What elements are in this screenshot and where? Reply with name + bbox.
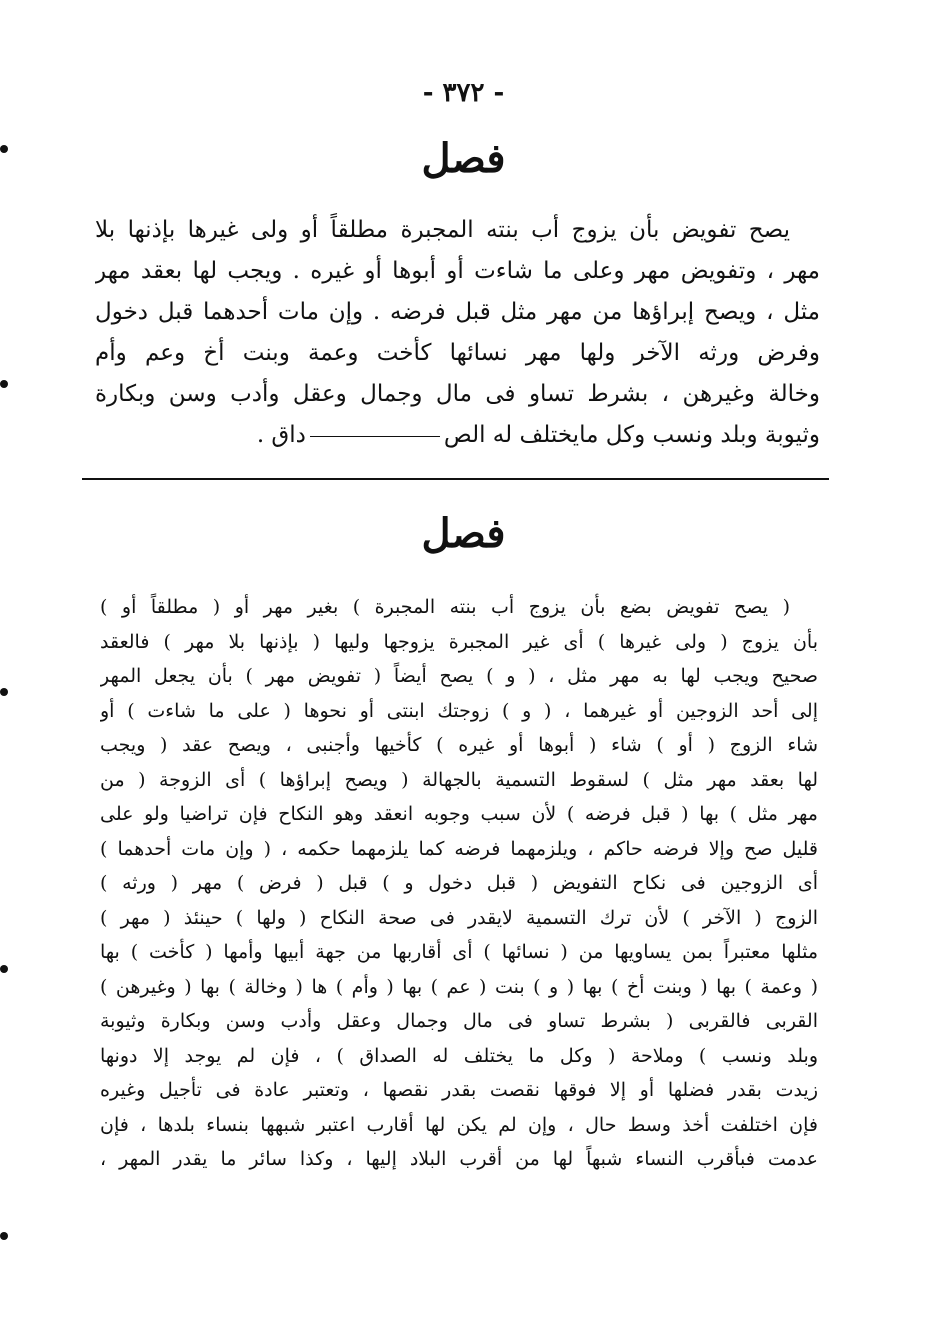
margin-mark <box>0 965 8 973</box>
text-line: بأن يزوج ( ولى غيرها ) أى غير المجبرة يزوجها وليها ( بإذنها بلا مهر ) فالعقد <box>100 630 818 653</box>
text-line: القربى فالقربى ( بشرط تساو فى مال وجمال وعقل وأدب وسن وبكارة وثيوبة <box>100 1010 818 1032</box>
text-line: صحيح ويجب لها به مهر مثل ، ( و ) يصح أيضاً ( تفويض مهر ) بأن يجعل المهر <box>100 665 818 687</box>
main-text-block <box>95 210 820 456</box>
text-line: لها بعقد مهر مثل ) لسقوط التسمية بالجهالة ( ويصح إبراؤها ) أى الزوجة ( من <box>100 768 818 791</box>
section-divider <box>82 478 829 480</box>
margin-mark <box>0 1232 8 1240</box>
text-line: قليل صح وإلا فرضه حاكم ، ويلزمهما فرضه كما يلزمهما حكمه ، ( وإن مات أحدهما ) <box>100 837 818 860</box>
text-line: يصح تفويض بأن يزوج أب بنته المجبرة مطلقاً أو ولى غيرها بإذنها بلا <box>95 217 790 243</box>
text-line: ( وعمة ) بها ( وبنت أخ ) بها ( و ) بنت ( عم ) بها ( وأم ) ها ( وخالة ) بها ( وغيرهن ) <box>100 975 818 998</box>
text-line: إلى أحد الزوجين أو غيرهما ، ( و ) زوجتك ابنتى أو نحوها ( على ما شاءت ) أو <box>100 699 818 722</box>
text-line: زيدت بقدر فضلها أو إلا فوقها نقصت بقدر نقصها ، وتعتبر عادة فى تأجيل وغيره <box>100 1079 818 1101</box>
margin-mark <box>0 688 8 696</box>
text-line: فإن اختلفت أخذ وسط حال ، وإن لم يكن لها أقارب اعتبر شبهها بنساء بلدها ، فإن <box>100 1113 818 1136</box>
text-line-last <box>95 415 820 456</box>
section-heading: فصل <box>421 510 506 557</box>
text-line: الزوج ( الآخر ) لأن ترك التسمية لايقدر فى صحة النكاح ( ولها ) حينئذ ( مهر ) <box>100 906 818 929</box>
page-number: - ٣٧٢ - <box>422 78 505 108</box>
text-line: مثلها معتبراً بمن يساويها من ( نسائها ) أى أقاربها من جهة أبيها وأمها ( كأخت ) بها <box>100 941 818 963</box>
text-line: وبلد ونسب ) وملاحة ( وكل ما يختلف له الصداق ) ، فإن لم يوجد إلا دونها <box>100 1044 818 1067</box>
text-line: مهر مثل ) بها ( قبل فرضه ) لأن سبب وجوبه انعقد وهو النكاح فإن تراضيا ولو على <box>100 803 818 825</box>
text-line: وفرض ورثه الآخر ولها مهر نسائها كأخت وعمة وبنت أخ وعم وأم <box>95 340 820 366</box>
last-line-end: داق . <box>256 422 306 448</box>
text-line: أى الزوجين فى نكاح التفويض ( قبل دخول و ) قبل ( فرض ) مهر ( ورثه ) <box>100 872 818 894</box>
text-line: ( يصح تفويض بضع بأن يزوج أب بنته المجبرة ) بغير مهر أو ( مطلقاً أو ) <box>100 596 790 618</box>
text-line: مثل ، ويصح إبراؤها من مهر مثل قبل فرضه . وإن مات أحدهما قبل دخول <box>95 299 820 325</box>
section-heading: فصل <box>421 135 506 182</box>
text-line: عدمت فبأقرب النساء شبهاً لها من أقرب البلاد إليها ، وكذا سائر ما يقدر المهر ، <box>100 1148 818 1170</box>
commentary-text-block <box>100 590 818 1177</box>
last-line-start: وثيوبة وبلد ونسب وكل مايختلف له الص <box>443 422 820 448</box>
word-split-dash <box>310 436 440 437</box>
margin-mark <box>0 380 8 388</box>
text-line: مهر ، وتفويض مهر وعلى ما شاءت أو أبوها أو غيره . ويجب لها بعقد مهر <box>95 258 820 284</box>
text-line: شاء الزوج ( أو ) شاء ( أبوها أو غيره ) كأخيها وأجنبى ، ويصح عقد ( ويجب <box>100 734 818 756</box>
text-line: وخالة وغيرهن ، بشرط تساو فى مال وجمال وعقل وأدب وسن وبكارة <box>95 381 820 407</box>
